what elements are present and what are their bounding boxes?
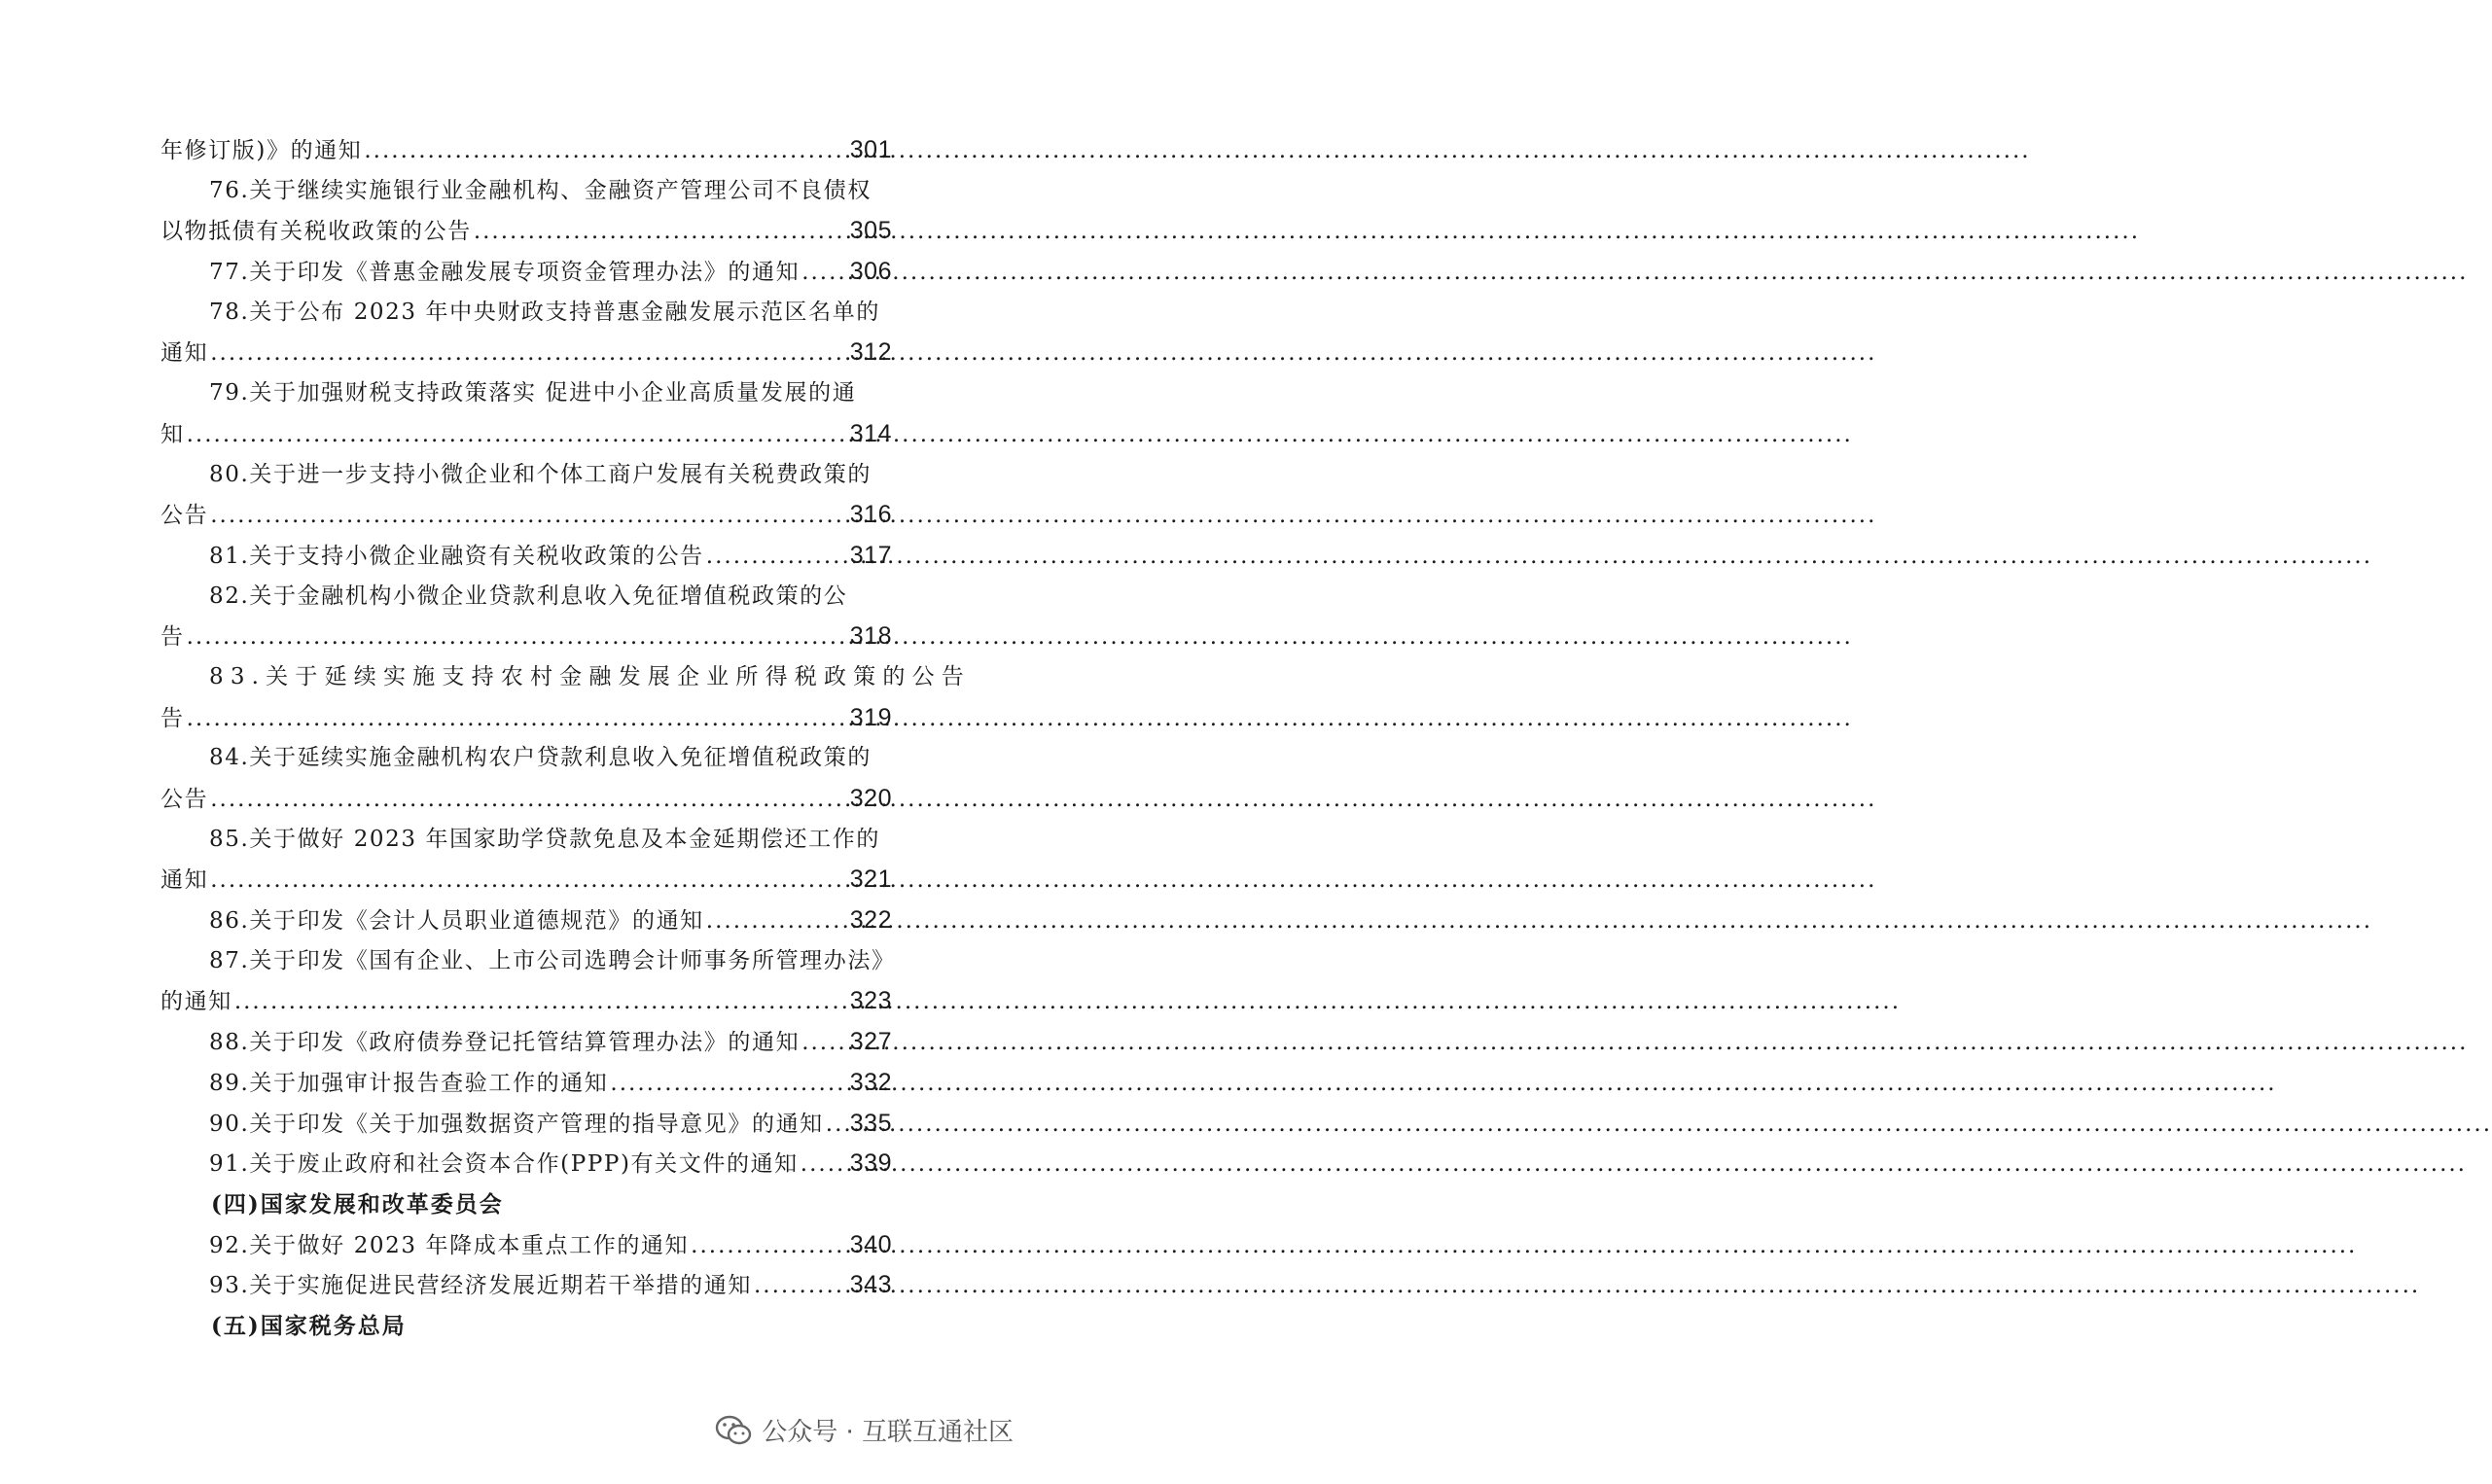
- toc-entry-text: 81.关于支持小微企业融资有关税收政策的公告: [209, 543, 704, 569]
- dot-leader: [691, 1226, 848, 1267]
- toc-entry: [160, 1225, 892, 1266]
- toc-entry-text: 的通知: [160, 989, 232, 1015]
- toc-entry: [160, 373, 892, 414]
- toc-entry-text: 90.关于印发《关于加强数据资产管理的指导意见》的通知: [209, 1111, 824, 1137]
- toc-entry-text: 公告: [160, 787, 209, 812]
- toc-entry-text: (五)国家税务总局: [211, 1312, 407, 1339]
- watermark: [715, 1412, 1014, 1448]
- toc-entry-text: 82.关于金融机构小微企业贷款利息收入免征增值税政策的公: [209, 583, 848, 609]
- toc-entry: [160, 171, 892, 212]
- toc-entry-continuation: [160, 779, 892, 820]
- toc-entry-text: 告: [160, 624, 185, 651]
- toc-entry: [160, 901, 892, 941]
- page-number: 306: [849, 258, 892, 286]
- dot-leader: [210, 334, 848, 374]
- toc-entry: [160, 536, 892, 577]
- dot-leader: [187, 699, 848, 740]
- toc-entry-text: 77.关于印发《普惠金融发展专项资金管理办法》的通知: [209, 260, 801, 286]
- dot-leader: [801, 1023, 848, 1064]
- toc-entry-text: 76.关于继续实施银行业金融机构、金融资产管理公司不良债权: [209, 177, 872, 203]
- toc-entry-continuation: [160, 981, 892, 1022]
- toc-entry: [160, 657, 971, 698]
- wechat-icon: [715, 1414, 752, 1447]
- toc-entry-text: (四)国家发展和改革委员会: [211, 1190, 504, 1218]
- page-number: 343: [849, 1271, 892, 1299]
- page-number: 321: [849, 866, 892, 894]
- section-heading: [160, 1184, 892, 1225]
- page-number: 314: [849, 419, 892, 447]
- dot-leader: [801, 1145, 848, 1185]
- page-number: 322: [849, 906, 892, 935]
- toc-entry-continuation: [160, 414, 892, 455]
- toc-entry: [160, 455, 892, 496]
- dot-leader: [610, 1064, 847, 1105]
- dot-leader: [210, 780, 848, 821]
- page-number: 301: [849, 136, 892, 163]
- toc-entry-text: 83.关于延续实施支持农村金融发展企业所得税政策的公告: [209, 663, 971, 689]
- page-number: 332: [849, 1068, 892, 1096]
- toc-entry-text: 89.关于加强审计报告查验工作的通知: [209, 1070, 609, 1096]
- document-page: [0, 0, 1050, 1484]
- toc-entry-continuation: [160, 495, 892, 536]
- table-of-contents: [160, 130, 971, 1347]
- page-number: 312: [849, 338, 892, 367]
- page-number: 339: [849, 1149, 892, 1178]
- page-number: 316: [849, 501, 892, 529]
- page-number: 335: [849, 1109, 892, 1137]
- toc-entry: [160, 820, 892, 861]
- toc-entry-text: 79.关于加强财税支持政策落实 促进中小企业高质量发展的通: [209, 380, 857, 406]
- page-number: 323: [849, 987, 892, 1015]
- toc-entry: [160, 1104, 892, 1145]
- toc-entry-text: 通知: [160, 340, 209, 367]
- toc-entry: [160, 1265, 892, 1306]
- section-heading: [160, 1306, 892, 1347]
- dot-leader: [474, 212, 848, 253]
- toc-entry: [160, 293, 892, 334]
- dot-leader: [364, 131, 847, 172]
- toc-entry-text: 通知: [160, 867, 209, 894]
- toc-entry-text: 85.关于做好 2023 年国家助学贷款免息及本金延期偿还工作的: [209, 826, 880, 852]
- toc-entry-continuation: [160, 333, 892, 373]
- toc-entry: [160, 738, 892, 779]
- dot-leader: [210, 861, 848, 901]
- dot-leader: [801, 253, 848, 294]
- dot-leader: [706, 901, 848, 942]
- page-number: 327: [849, 1028, 892, 1056]
- toc-entry: [160, 577, 892, 618]
- page-number: 318: [849, 622, 892, 651]
- toc-entry-continuation: [160, 698, 892, 739]
- toc-entry-text: 以物抵债有关税收政策的公告: [160, 219, 472, 245]
- toc-entry-continuation: [160, 130, 892, 171]
- toc-entry-text: 87.关于印发《国有企业、上市公司选聘会计师事务所管理办法》: [209, 947, 896, 973]
- toc-entry-text: 公告: [160, 503, 209, 529]
- toc-entry: [160, 941, 896, 982]
- dot-leader: [210, 496, 848, 537]
- page-number: 319: [849, 703, 892, 731]
- toc-entry-text: 知: [160, 421, 185, 447]
- dot-leader: [234, 982, 848, 1023]
- toc-entry-text: 88.关于印发《政府债券登记托管结算管理办法》的通知: [209, 1030, 801, 1056]
- watermark-text: 公众号 · 互联互通社区: [762, 1418, 1014, 1447]
- dot-leader: [754, 1266, 848, 1307]
- toc-entry-text: 年修订版)》的通知: [160, 138, 363, 163]
- page-number: 317: [849, 541, 892, 569]
- toc-entry-text: 告: [160, 705, 185, 731]
- toc-entry: [160, 1144, 892, 1184]
- toc-entry-text: 92.关于做好 2023 年降成本重点工作的通知: [209, 1232, 690, 1258]
- dot-leader: [826, 1105, 848, 1146]
- toc-entry-continuation: [160, 211, 892, 252]
- toc-entry-text: 86.关于印发《会计人员职业道德规范》的通知: [209, 908, 704, 935]
- page-number: 305: [849, 217, 892, 245]
- toc-entry-text: 91.关于废止政府和社会资本合作(PPP)有关文件的通知: [209, 1151, 799, 1178]
- dot-leader: [706, 537, 848, 578]
- toc-entry-continuation: [160, 860, 892, 901]
- toc-entry-text: 80.关于进一步支持小微企业和个体工商户发展有关税费政策的: [209, 461, 872, 487]
- dot-leader: [187, 415, 848, 456]
- page-number: 320: [849, 785, 892, 812]
- toc-entry: [160, 1063, 892, 1104]
- toc-entry-text: 84.关于延续实施金融机构农户贷款利息收入免征增值税政策的: [209, 745, 872, 771]
- toc-entry-continuation: [160, 617, 892, 657]
- dot-leader: [187, 618, 848, 658]
- toc-entry: [160, 252, 892, 293]
- page-number: 340: [849, 1230, 892, 1258]
- toc-entry: [160, 1022, 892, 1063]
- toc-entry-text: 93.关于实施促进民营经济发展近期若干举措的通知: [209, 1273, 752, 1299]
- toc-entry-text: 78.关于公布 2023 年中央财政支持普惠金融发展示范区名单的: [209, 299, 880, 325]
